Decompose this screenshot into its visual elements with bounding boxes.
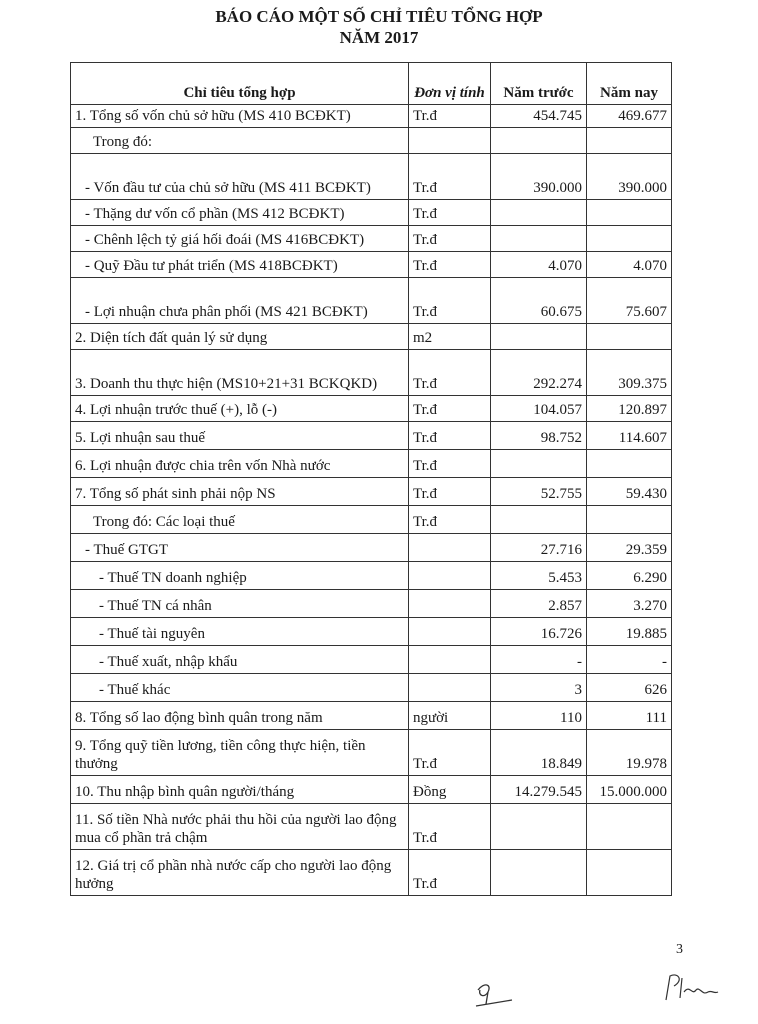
row-curr-value bbox=[587, 450, 672, 478]
row-label: 4. Lợi nhuận trước thuế (+), lỗ (-) bbox=[71, 396, 409, 422]
row-prev-value: 14.279.545 bbox=[491, 776, 587, 804]
table-row bbox=[71, 618, 672, 646]
row-curr-value: - bbox=[587, 646, 672, 674]
row-curr-value: 6.290 bbox=[587, 562, 672, 590]
table-row bbox=[71, 562, 672, 590]
row-unit: Tr.đ bbox=[409, 804, 491, 850]
row-label: 6. Lợi nhuận được chia trên vốn Nhà nước bbox=[71, 450, 409, 478]
row-unit: Tr.đ bbox=[409, 730, 491, 776]
initials-signature bbox=[470, 980, 520, 1010]
row-unit: Tr.đ bbox=[409, 105, 491, 128]
table-row bbox=[71, 674, 672, 702]
table-row bbox=[71, 252, 672, 278]
table-row bbox=[71, 200, 672, 226]
row-curr-value: 3.270 bbox=[587, 590, 672, 618]
row-prev-value bbox=[491, 850, 587, 896]
row-prev-value: 292.274 bbox=[491, 350, 587, 396]
row-unit: Tr.đ bbox=[409, 506, 491, 534]
row-prev-value: 2.857 bbox=[491, 590, 587, 618]
row-unit bbox=[409, 128, 491, 154]
row-prev-value: 104.057 bbox=[491, 396, 587, 422]
row-curr-value: 111 bbox=[587, 702, 672, 730]
row-curr-value: 19.978 bbox=[587, 730, 672, 776]
row-label: - Quỹ Đầu tư phát triển (MS 418BCĐKT) bbox=[71, 252, 409, 278]
row-label: 5. Lợi nhuận sau thuế bbox=[71, 422, 409, 450]
row-unit: Tr.đ bbox=[409, 226, 491, 252]
row-unit: Tr.đ bbox=[409, 200, 491, 226]
row-prev-value: 60.675 bbox=[491, 278, 587, 324]
row-curr-value: 4.070 bbox=[587, 252, 672, 278]
row-unit: Đồng bbox=[409, 776, 491, 804]
row-curr-value: 120.897 bbox=[587, 396, 672, 422]
row-curr-value: 75.607 bbox=[587, 278, 672, 324]
row-label: - Thuế TN cá nhân bbox=[71, 590, 409, 618]
row-prev-value bbox=[491, 226, 587, 252]
row-prev-value: 18.849 bbox=[491, 730, 587, 776]
table-row bbox=[71, 350, 672, 396]
row-unit: người bbox=[409, 702, 491, 730]
row-unit: Tr.đ bbox=[409, 278, 491, 324]
row-label: Trong đó: bbox=[71, 128, 409, 154]
header-curr-year: Năm nay bbox=[587, 63, 672, 105]
row-label: - Vốn đầu tư của chủ sở hữu (MS 411 BCĐKT) bbox=[71, 154, 409, 200]
row-prev-value: - bbox=[491, 646, 587, 674]
table-row bbox=[71, 422, 672, 450]
row-label: Trong đó: Các loại thuế bbox=[71, 506, 409, 534]
table-row bbox=[71, 278, 672, 324]
header-prev-year: Năm trước bbox=[491, 63, 587, 105]
row-prev-value: 16.726 bbox=[491, 618, 587, 646]
row-label: 8. Tổng số lao động bình quân trong năm bbox=[71, 702, 409, 730]
row-unit: Tr.đ bbox=[409, 422, 491, 450]
row-unit: Tr.đ bbox=[409, 154, 491, 200]
table-row bbox=[71, 776, 672, 804]
row-curr-value: 29.359 bbox=[587, 534, 672, 562]
row-unit: Tr.đ bbox=[409, 478, 491, 506]
row-label: - Thặng dư vốn cổ phần (MS 412 BCĐKT) bbox=[71, 200, 409, 226]
table-row bbox=[71, 646, 672, 674]
row-curr-value bbox=[587, 804, 672, 850]
row-prev-value: 27.716 bbox=[491, 534, 587, 562]
row-label: 3. Doanh thu thực hiện (MS10+21+31 BCKQKD) bbox=[71, 350, 409, 396]
report-title: BÁO CÁO MỘT SỐ CHỈ TIÊU TỔNG HỢP bbox=[215, 7, 543, 26]
table-row bbox=[71, 450, 672, 478]
row-unit bbox=[409, 562, 491, 590]
header-unit: Đơn vị tính bbox=[409, 63, 491, 105]
row-label: 11. Số tiền Nhà nước phải thu hồi của người lao động mua cổ phần trả chậm bbox=[71, 804, 409, 850]
table-row bbox=[71, 154, 672, 200]
row-unit: Tr.đ bbox=[409, 850, 491, 896]
row-curr-value: 390.000 bbox=[587, 154, 672, 200]
row-label: 12. Giá trị cổ phần nhà nước cấp cho người lao động hưởng bbox=[71, 850, 409, 896]
row-label: - Thuế TN doanh nghiệp bbox=[71, 562, 409, 590]
table-row bbox=[71, 590, 672, 618]
row-curr-value: 309.375 bbox=[587, 350, 672, 396]
table-row bbox=[71, 804, 672, 850]
row-label: 2. Diện tích đất quản lý sử dụng bbox=[71, 324, 409, 350]
row-curr-value: 15.000.000 bbox=[587, 776, 672, 804]
table-row bbox=[71, 534, 672, 562]
row-unit: Tr.đ bbox=[409, 252, 491, 278]
row-unit bbox=[409, 618, 491, 646]
page-number: 3 bbox=[676, 942, 683, 957]
row-prev-value bbox=[491, 450, 587, 478]
row-unit bbox=[409, 590, 491, 618]
row-prev-value bbox=[491, 200, 587, 226]
report-year: NĂM 2017 bbox=[339, 28, 419, 47]
table-header-row bbox=[71, 63, 672, 105]
table-row bbox=[71, 324, 672, 350]
table-row bbox=[71, 478, 672, 506]
row-prev-value bbox=[491, 804, 587, 850]
row-curr-value bbox=[587, 200, 672, 226]
table-row bbox=[71, 702, 672, 730]
row-curr-value bbox=[587, 324, 672, 350]
row-curr-value: 626 bbox=[587, 674, 672, 702]
row-unit: Tr.đ bbox=[409, 396, 491, 422]
row-prev-value: 454.745 bbox=[491, 105, 587, 128]
row-unit bbox=[409, 646, 491, 674]
row-curr-value: 469.677 bbox=[587, 105, 672, 128]
row-label: - Lợi nhuận chưa phân phối (MS 421 BCĐKT) bbox=[71, 278, 409, 324]
row-label: - Chênh lệch tỷ giá hối đoái (MS 416BCĐKT) bbox=[71, 226, 409, 252]
row-label: - Thuế GTGT bbox=[71, 534, 409, 562]
row-prev-value: 52.755 bbox=[491, 478, 587, 506]
row-prev-value: 110 bbox=[491, 702, 587, 730]
table-row bbox=[71, 105, 672, 128]
table-row bbox=[71, 506, 672, 534]
row-curr-value bbox=[587, 506, 672, 534]
row-label: - Thuế xuất, nhập khẩu bbox=[71, 646, 409, 674]
table-row bbox=[71, 128, 672, 154]
row-prev-value: 4.070 bbox=[491, 252, 587, 278]
row-curr-value bbox=[587, 850, 672, 896]
row-prev-value bbox=[491, 128, 587, 154]
row-label: - Thuế khác bbox=[71, 674, 409, 702]
row-curr-value bbox=[587, 128, 672, 154]
row-prev-value: 5.453 bbox=[491, 562, 587, 590]
header-indicator: Chỉ tiêu tổng hợp bbox=[71, 63, 409, 105]
row-prev-value bbox=[491, 324, 587, 350]
row-curr-value: 19.885 bbox=[587, 618, 672, 646]
row-label: 9. Tổng quỹ tiền lương, tiền công thực hiện, tiền thưởng bbox=[71, 730, 409, 776]
row-prev-value: 3 bbox=[491, 674, 587, 702]
row-label: 10. Thu nhập bình quân người/tháng bbox=[71, 776, 409, 804]
table-row bbox=[71, 396, 672, 422]
row-unit: m2 bbox=[409, 324, 491, 350]
row-label: 7. Tổng số phát sinh phải nộp NS bbox=[71, 478, 409, 506]
row-curr-value: 114.607 bbox=[587, 422, 672, 450]
table-row bbox=[71, 730, 672, 776]
row-curr-value: 59.430 bbox=[587, 478, 672, 506]
row-curr-value bbox=[587, 226, 672, 252]
row-unit: Tr.đ bbox=[409, 350, 491, 396]
row-label: 1. Tổng số vốn chủ sở hữu (MS 410 BCĐKT) bbox=[71, 105, 409, 128]
row-unit: Tr.đ bbox=[409, 450, 491, 478]
row-unit bbox=[409, 674, 491, 702]
indicator-table bbox=[70, 62, 672, 896]
table-row bbox=[71, 226, 672, 252]
row-prev-value: 98.752 bbox=[491, 422, 587, 450]
handwritten-signature bbox=[660, 970, 720, 1004]
row-prev-value: 390.000 bbox=[491, 154, 587, 200]
row-prev-value bbox=[491, 506, 587, 534]
row-label: - Thuế tài nguyên bbox=[71, 618, 409, 646]
row-unit bbox=[409, 534, 491, 562]
table-row bbox=[71, 850, 672, 896]
